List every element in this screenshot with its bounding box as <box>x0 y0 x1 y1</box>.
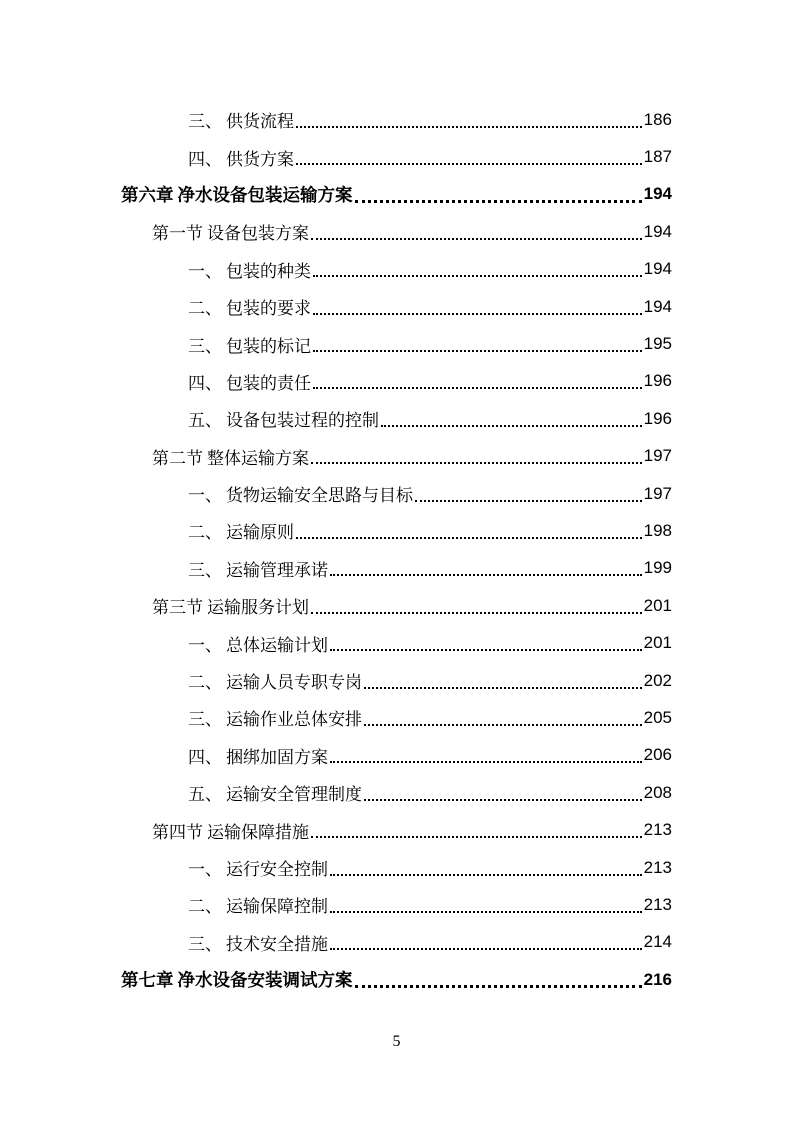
toc-entry-label <box>188 668 362 693</box>
toc-entry-page: 194 <box>643 259 672 279</box>
toc-entry-label <box>188 743 328 768</box>
toc-entry-number: 一、 <box>188 261 222 282</box>
toc-entry-title: 运输人员专职专岗 <box>226 673 362 694</box>
dot-leader <box>330 649 642 651</box>
toc-entry[interactable] <box>0 774 793 811</box>
dot-leader <box>313 313 642 315</box>
toc-entry-title: 包装的标记 <box>226 336 311 357</box>
toc-entry-page: 214 <box>643 932 672 952</box>
toc-entry-number: 三、 <box>188 560 222 581</box>
toc-entry-page: 206 <box>643 745 672 765</box>
toc-entry-label <box>188 294 311 319</box>
toc-entry-page: 216 <box>643 969 672 989</box>
toc-entry-page: 194 <box>643 221 672 241</box>
toc-entry-label <box>188 556 328 581</box>
toc-entry-page: 197 <box>643 483 672 503</box>
toc-entry-page: 201 <box>643 633 672 653</box>
toc-entry-title: 包装的种类 <box>226 261 311 282</box>
toc-entry-title: 运输作业总体安排 <box>226 710 362 731</box>
toc-entry-number: 二、 <box>188 299 222 320</box>
toc-entry-label <box>188 107 294 132</box>
toc-entry[interactable] <box>0 251 793 288</box>
toc-entry-label <box>188 406 379 431</box>
toc-entry-title: 净水设备包装运输方案 <box>177 185 353 206</box>
toc-entry-number: 四、 <box>188 747 222 768</box>
toc-entry-number: 第一节 <box>152 224 203 245</box>
toc-entry-title: 运输安全管理制度 <box>226 785 362 806</box>
dot-leader <box>311 836 642 838</box>
toc-entry-label <box>152 818 309 843</box>
toc-entry-label <box>188 892 328 917</box>
toc-entry[interactable] <box>0 849 793 886</box>
dot-leader <box>330 911 642 913</box>
toc-entry-title: 运输服务计划 <box>207 598 309 619</box>
toc-section[interactable] <box>0 438 793 475</box>
dot-leader <box>330 761 642 763</box>
dot-leader <box>330 574 642 576</box>
toc-entry-title: 总体运输计划 <box>226 635 328 656</box>
toc-entry-number: 第七章 <box>121 971 174 992</box>
toc-entry[interactable] <box>0 662 793 699</box>
dot-leader <box>296 126 642 128</box>
toc-entry-number: 二、 <box>188 523 222 544</box>
toc-section[interactable] <box>0 213 793 250</box>
toc-entry[interactable] <box>0 363 793 400</box>
toc-entry-label <box>188 369 311 394</box>
toc-entry-title: 运输保障控制 <box>226 897 328 918</box>
toc-entry-number: 第三节 <box>152 598 203 619</box>
toc-entry-label <box>188 780 362 805</box>
toc-entry-page: 208 <box>643 782 672 802</box>
dot-leader <box>381 425 642 427</box>
toc-entry-page: 205 <box>643 707 672 727</box>
toc-entry[interactable] <box>0 737 793 774</box>
toc-entry[interactable] <box>0 101 793 138</box>
toc-entry-number: 二、 <box>188 897 222 918</box>
toc-entry-number: 五、 <box>188 411 222 432</box>
toc-chapter[interactable] <box>0 176 793 213</box>
toc-section[interactable] <box>0 811 793 848</box>
toc-entry-page: 213 <box>643 857 672 877</box>
toc-entry-label <box>188 518 294 543</box>
toc-entry-title: 供货流程 <box>226 112 294 133</box>
toc-entry-title: 设备包装过程的控制 <box>226 411 379 432</box>
toc-entry-number: 第四节 <box>152 822 203 843</box>
toc-entry-page: 197 <box>643 446 672 466</box>
page-number: 5 <box>392 1033 401 1050</box>
toc-entry-number: 三、 <box>188 336 222 357</box>
toc-entry-label <box>188 705 362 730</box>
toc-entry-page: 198 <box>643 520 672 540</box>
toc-entry-title: 供货方案 <box>226 149 294 170</box>
toc-entry-number: 三、 <box>188 710 222 731</box>
toc-entry-label <box>152 444 309 469</box>
toc-entry-label <box>152 219 309 244</box>
toc-entry-label <box>188 631 328 656</box>
toc-entry[interactable] <box>0 288 793 325</box>
toc-entry-label <box>152 593 309 618</box>
toc-entry-page: 199 <box>643 558 672 578</box>
dot-leader <box>415 500 642 502</box>
toc-entry[interactable] <box>0 512 793 549</box>
dot-leader <box>311 238 642 240</box>
toc-entry-number: 三、 <box>188 934 222 955</box>
toc-entry-page: 202 <box>643 670 672 690</box>
toc-entry-label <box>188 257 311 282</box>
dot-leader <box>355 200 642 203</box>
dot-leader <box>364 687 642 689</box>
dot-leader <box>296 163 642 165</box>
toc-entry-title: 运输保障措施 <box>207 822 309 843</box>
dot-leader <box>364 799 642 801</box>
dot-leader <box>330 948 642 950</box>
dot-leader <box>355 985 642 988</box>
toc-chapter[interactable] <box>0 961 793 998</box>
toc-entry-label <box>188 930 328 955</box>
toc-entry-title: 捆绑加固方案 <box>226 747 328 768</box>
toc-entry[interactable] <box>0 699 793 736</box>
dot-leader <box>313 350 642 352</box>
toc-entry-number: 一、 <box>188 860 222 880</box>
toc-entry[interactable] <box>0 475 793 512</box>
toc-entry-number: 一、 <box>188 635 222 656</box>
toc-entry-label <box>188 855 328 880</box>
toc-entry-label <box>188 332 311 357</box>
toc-entry-title: 货物运输安全思路与目标 <box>226 486 413 507</box>
toc-entry-page: 195 <box>643 334 672 354</box>
dot-leader <box>313 275 642 277</box>
toc-entry-title: 运输管理承诺 <box>226 560 328 581</box>
toc-entry-title: 包装的责任 <box>226 373 311 394</box>
toc-entry-page: 194 <box>643 296 672 316</box>
toc-entry[interactable] <box>0 624 793 661</box>
toc-entry[interactable] <box>0 924 793 961</box>
dot-leader <box>330 874 642 876</box>
toc-entry-label <box>121 182 353 207</box>
toc-entry-title: 整体运输方案 <box>207 448 309 469</box>
dot-leader <box>311 612 642 614</box>
toc-entry-label <box>188 145 294 170</box>
toc-entry-label <box>188 481 413 506</box>
toc-section[interactable] <box>0 587 793 624</box>
toc-entry-page: 186 <box>643 109 672 129</box>
toc-entry-label <box>121 967 353 992</box>
dot-leader <box>313 387 642 389</box>
toc-entry-page: 194 <box>643 184 672 204</box>
toc-entry-number: 四、 <box>188 149 222 170</box>
toc-entry-number: 一、 <box>188 486 222 507</box>
toc-entry-title: 净水设备安装调试方案 <box>177 971 353 992</box>
toc-entry-number: 第二节 <box>152 448 203 469</box>
toc-entry-page: 187 <box>643 147 672 167</box>
toc-entry-page: 196 <box>643 408 672 428</box>
toc-entry-page: 213 <box>643 894 672 914</box>
toc-entry-number: 第六章 <box>121 185 174 206</box>
toc-entry[interactable] <box>0 550 793 587</box>
dot-leader <box>296 537 642 539</box>
toc-entry[interactable] <box>0 325 793 362</box>
toc-entry-title: 技术安全措施 <box>226 934 328 955</box>
toc-entry-number: 五、 <box>188 785 222 806</box>
toc-entry-title: 运行安全控制 <box>226 860 328 880</box>
table-of-contents <box>0 101 793 998</box>
toc-entry-page: 213 <box>643 820 672 840</box>
dot-leader <box>364 724 642 726</box>
toc-entry[interactable] <box>0 886 793 923</box>
toc-entry-title: 运输原则 <box>226 523 294 544</box>
toc-entry-page: 196 <box>643 371 672 391</box>
toc-entry-title: 设备包装方案 <box>207 224 309 245</box>
toc-entry-page: 201 <box>643 595 672 615</box>
toc-entry[interactable] <box>0 400 793 437</box>
toc-entry-number: 四、 <box>188 373 222 394</box>
dot-leader <box>311 462 642 464</box>
toc-entry-title: 包装的要求 <box>226 299 311 320</box>
toc-entry-number: 三、 <box>188 112 222 133</box>
toc-entry-number: 二、 <box>188 673 222 694</box>
toc-entry[interactable] <box>0 138 793 175</box>
